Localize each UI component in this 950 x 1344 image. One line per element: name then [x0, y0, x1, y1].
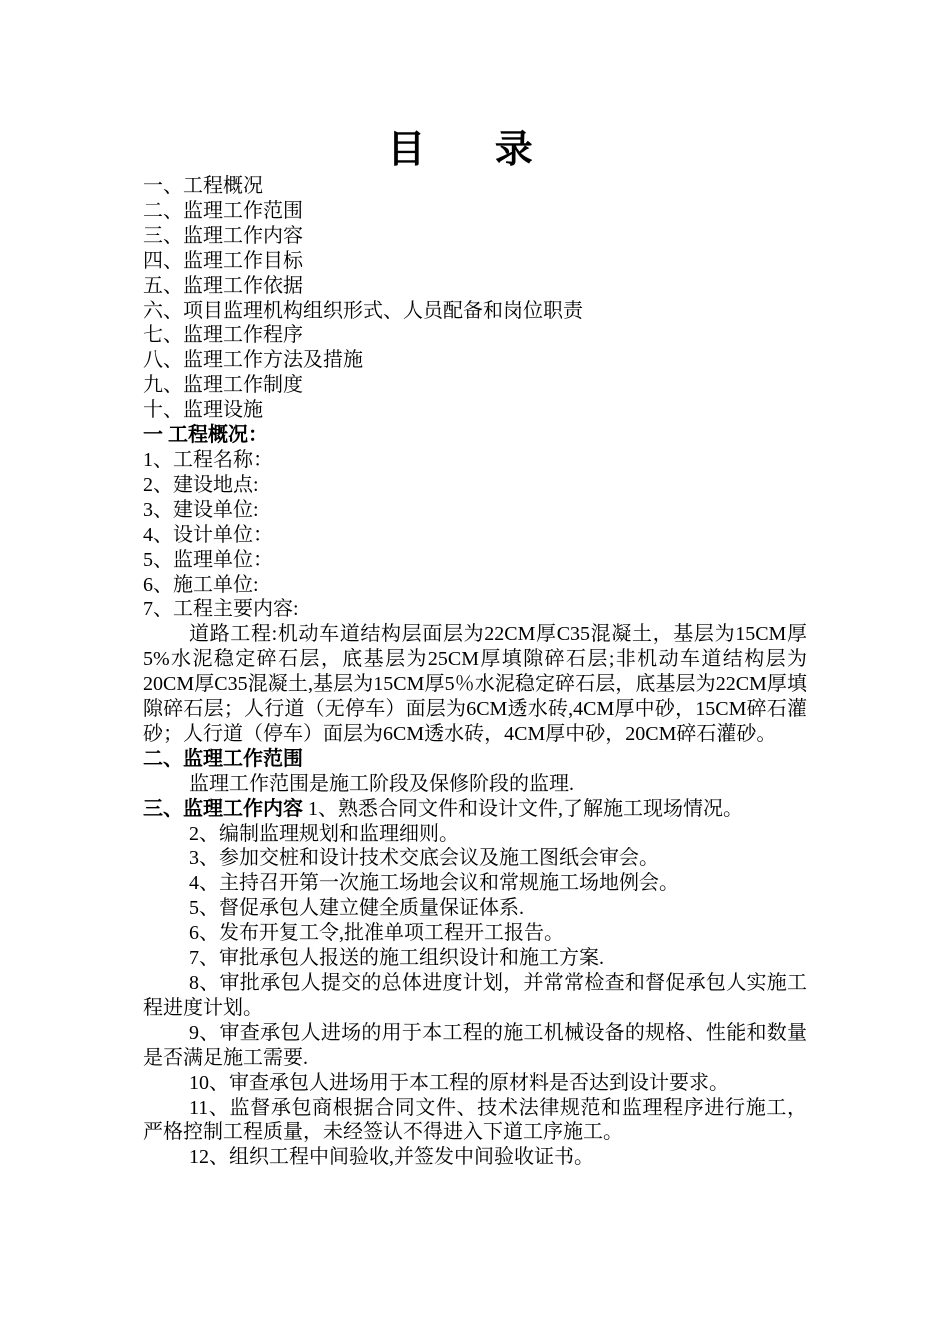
road-works-paragraph: 道路工程:机动车道结构层面层为22CM厚C35混凝土，基层为15CM厚5%水泥稳定碎石层，底基层为25CM厚填隙碎石层;非机动车道结构层为20CM厚C35混凝土,基层为15CM厚5％水泥稳定碎石层，底基层为22CM厚填隙碎石层；人行道（无停车）面层为6CM透水砖,4CM厚中砂，15CM碎石灌砂；人行道（停车）面层为6CM透水砖，4CM厚中砂，20CM碎石灌砂。: [143, 623, 807, 745]
overview-item: 4、设计单位：: [143, 523, 273, 546]
overview-item: 5、监理单位：: [143, 548, 273, 571]
content-item: 5、督促承包人建立健全质量保证体系.: [189, 897, 524, 920]
scope-paragraph: 监理工作范围是施工阶段及保修阶段的监理.: [189, 772, 574, 795]
toc-item: 一、工程概况: [143, 175, 263, 197]
toc-item: 四、监理工作目标: [143, 249, 303, 272]
section-heading: 三、监理工作内容: [143, 797, 303, 820]
content-first-paragraph: [143, 797, 807, 822]
toc-item: 五、监理工作依据: [143, 274, 303, 297]
content-item: 6、发布开复工令,批准单项工程开工报告。: [189, 922, 564, 945]
content-item: 11、监督承包商根据合同文件、技术法律规范和监理程序进行施工，严格控制工程质量，未经签认不得进入下道工序施工。: [143, 1096, 807, 1144]
overview-item: 6、施工单位:: [143, 573, 259, 596]
content-item: 9、审查承包人进场的用于本工程的施工机械设备的规格、性能和数量是否满足施工需要.: [143, 1021, 807, 1069]
toc-item: 八、监理工作方法及措施: [143, 349, 363, 372]
content-item: 1、熟悉合同文件和设计文件,了解施工现场情况。: [308, 797, 743, 820]
section-heading: 一 工程概况：: [143, 424, 268, 447]
section-project-overview: [143, 423, 807, 747]
document-body: [143, 174, 807, 1170]
table-of-contents: [143, 174, 807, 423]
content-item: 2、编制监理规划和监理细则。: [189, 822, 459, 845]
content-item: 10、审查承包人进场用于本工程的原材料是否达到设计要求。: [189, 1071, 729, 1094]
section-scope: [143, 747, 807, 797]
content-item: 12、组织工程中间验收,并签发中间验收证书。: [189, 1146, 594, 1169]
overview-item: 1、工程名称：: [143, 448, 273, 471]
content-item: 7、审批承包人报送的施工组织设计和施工方案.: [189, 947, 604, 970]
section-heading: 二、监理工作范围: [143, 747, 303, 770]
content-item: 8、审批承包人提交的总体进度计划，并常常检查和督促承包人实施工程进度计划。: [143, 972, 807, 1019]
section-content: [143, 797, 807, 1171]
toc-item: 十、监理设施: [143, 399, 263, 422]
overview-item: 7、工程主要内容:: [143, 598, 299, 621]
document-title: 目 录: [387, 129, 563, 171]
toc-item: 九、监理工作制度: [143, 374, 303, 397]
toc-item: 三、监理工作内容: [143, 224, 303, 247]
toc-item: 二、监理工作范围: [143, 199, 303, 222]
toc-item: 七、监理工作程序: [143, 324, 303, 347]
overview-item: 3、建设单位:: [143, 498, 259, 521]
toc-item: 六、项目监理机构组织形式、人员配备和岗位职责: [143, 299, 583, 322]
content-item: 4、主持召开第一次施工场地会议和常规施工场地例会。: [189, 872, 679, 895]
overview-item: 2、建设地点:: [143, 473, 259, 496]
content-item: 3、参加交桩和设计技术交底会议及施工图纸会审会。: [189, 847, 659, 870]
